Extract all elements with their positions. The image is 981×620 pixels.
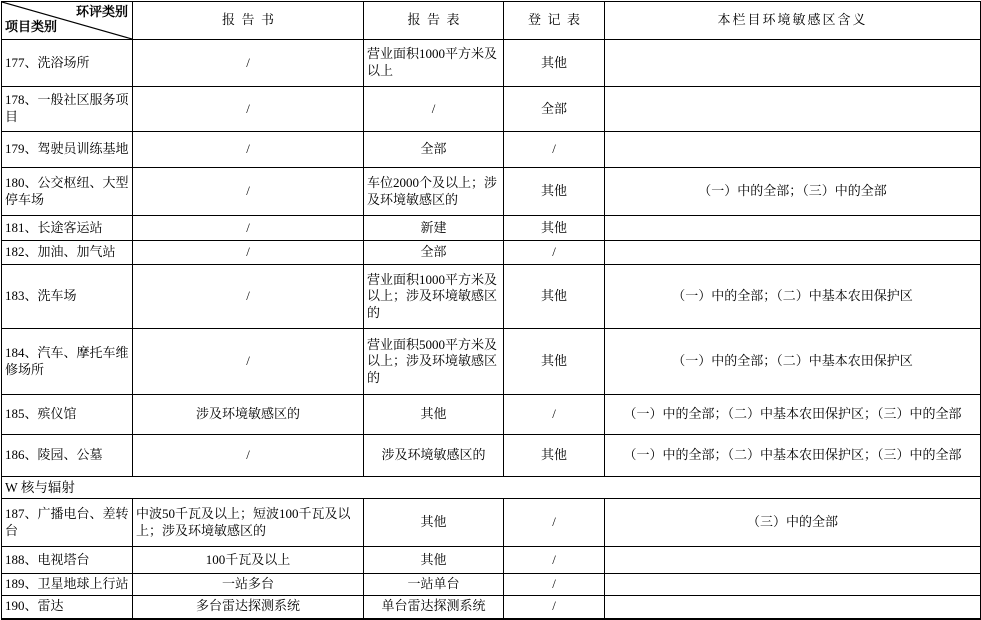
sensitive-meaning-cell: （一）中的全部；（二）中基本农田保护区；（三）中的全部 xyxy=(605,435,981,477)
sensitive-meaning-cell: （一）中的全部；（三）中的全部 xyxy=(605,168,981,216)
registration-form-cell: 其他 xyxy=(504,40,605,87)
table-row xyxy=(2,40,981,87)
report-book-cell: / xyxy=(133,241,364,265)
table-row xyxy=(2,87,981,132)
registration-form-cell: 全部 xyxy=(504,87,605,132)
header-registration-form: 登记表 xyxy=(504,2,605,40)
report-book-cell: / xyxy=(133,216,364,241)
project-category-cell: 187、广播电台、差转台 xyxy=(2,499,133,547)
project-category-cell: 189、卫星地球上行站 xyxy=(2,574,133,596)
table-row xyxy=(2,132,981,168)
report-book-cell: / xyxy=(133,132,364,168)
sensitive-meaning-cell xyxy=(605,40,981,87)
header-report-book: 报告书 xyxy=(133,2,364,40)
section-row xyxy=(2,477,981,499)
registration-form-cell: 其他 xyxy=(504,435,605,477)
report-form-cell: 一站单台 xyxy=(364,574,504,596)
table-row xyxy=(2,435,981,477)
project-category-cell: 190、雷达 xyxy=(2,596,133,619)
header-row xyxy=(2,2,981,40)
project-category-cell: 178、一般社区服务项目 xyxy=(2,87,133,132)
sensitive-meaning-cell: （一）中的全部；（二）中基本农田保护区 xyxy=(605,329,981,395)
sensitive-meaning-cell: （一）中的全部；（二）中基本农田保护区；（三）中的全部 xyxy=(605,395,981,435)
table-row xyxy=(2,241,981,265)
registration-form-cell: 其他 xyxy=(504,168,605,216)
header-project-category: 项目类别 xyxy=(5,19,58,35)
report-form-cell: 全部 xyxy=(364,241,504,265)
table-row xyxy=(2,574,981,596)
sensitive-meaning-cell xyxy=(605,596,981,619)
table-row xyxy=(2,216,981,241)
sensitive-meaning-cell: （一）中的全部；（二）中基本农田保护区 xyxy=(605,265,981,329)
table-body xyxy=(2,40,981,619)
table-row xyxy=(2,329,981,395)
project-category-cell: 183、洗车场 xyxy=(2,265,133,329)
report-form-cell: / xyxy=(364,87,504,132)
report-book-cell: 100千瓦及以上 xyxy=(133,547,364,574)
report-form-cell: 营业面积1000平方米及以上；涉及环境敏感区的 xyxy=(364,265,504,329)
report-form-cell: 其他 xyxy=(364,499,504,547)
registration-form-cell: / xyxy=(504,241,605,265)
section-label: W 核与辐射 xyxy=(2,477,981,499)
header-sensitive-area-meaning: 本栏目环境敏感区含义 xyxy=(605,2,981,40)
registration-form-cell: / xyxy=(504,132,605,168)
report-book-cell: / xyxy=(133,265,364,329)
report-book-cell: / xyxy=(133,435,364,477)
sensitive-meaning-cell xyxy=(605,87,981,132)
table-row xyxy=(2,596,981,619)
registration-form-cell: / xyxy=(504,547,605,574)
report-book-cell: 多台雷达探测系统 xyxy=(133,596,364,619)
report-book-cell: / xyxy=(133,168,364,216)
sensitive-meaning-cell xyxy=(605,574,981,596)
sensitive-meaning-cell xyxy=(605,547,981,574)
sensitive-meaning-cell xyxy=(605,132,981,168)
report-form-cell: 单台雷达探测系统 xyxy=(364,596,504,619)
project-category-cell: 182、加油、加气站 xyxy=(2,241,133,265)
sensitive-meaning-cell xyxy=(605,241,981,265)
sensitive-meaning-cell: （三）中的全部 xyxy=(605,499,981,547)
report-book-cell: 中波50千瓦及以上；短波100千瓦及以上；涉及环境敏感区的 xyxy=(133,499,364,547)
registration-form-cell: / xyxy=(504,499,605,547)
project-category-cell: 180、公交枢纽、大型停车场 xyxy=(2,168,133,216)
registration-form-cell: 其他 xyxy=(504,216,605,241)
project-category-cell: 188、电视塔台 xyxy=(2,547,133,574)
project-category-cell: 177、洗浴场所 xyxy=(2,40,133,87)
report-book-cell: / xyxy=(133,87,364,132)
project-category-cell: 186、陵园、公墓 xyxy=(2,435,133,477)
header-report-form: 报告表 xyxy=(364,2,504,40)
project-category-cell: 184、汽车、摩托车维修场所 xyxy=(2,329,133,395)
registration-form-cell: 其他 xyxy=(504,265,605,329)
registration-form-cell: / xyxy=(504,395,605,435)
registration-form-cell: 其他 xyxy=(504,329,605,395)
registration-form-cell: / xyxy=(504,596,605,619)
report-book-cell: 一站多台 xyxy=(133,574,364,596)
header-eia-category: 环评类别 xyxy=(75,4,128,19)
report-form-cell: 其他 xyxy=(364,395,504,435)
report-form-cell: 营业面积5000平方米及以上；涉及环境敏感区的 xyxy=(364,329,504,395)
table-row xyxy=(2,395,981,435)
registration-form-cell: / xyxy=(504,574,605,596)
project-category-cell: 185、殡仪馆 xyxy=(2,395,133,435)
report-form-cell: 营业面积1000平方米及以上 xyxy=(364,40,504,87)
report-form-cell: 其他 xyxy=(364,547,504,574)
table-row xyxy=(2,168,981,216)
project-category-cell: 181、长途客运站 xyxy=(2,216,133,241)
project-category-cell: 179、驾驶员训练基地 xyxy=(2,132,133,168)
report-form-cell: 新建 xyxy=(364,216,504,241)
diagonal-header-cell xyxy=(2,2,133,40)
table-row xyxy=(2,265,981,329)
report-form-cell: 车位2000个及以上；涉及环境敏感区的 xyxy=(364,168,504,216)
table-row xyxy=(2,499,981,547)
report-form-cell: 涉及环境敏感区的 xyxy=(364,435,504,477)
table-row xyxy=(2,547,981,574)
report-book-cell: / xyxy=(133,329,364,395)
report-form-cell: 全部 xyxy=(364,132,504,168)
eia-classification-table xyxy=(1,1,981,620)
report-book-cell: / xyxy=(133,40,364,87)
sensitive-meaning-cell xyxy=(605,216,981,241)
report-book-cell: 涉及环境敏感区的 xyxy=(133,395,364,435)
